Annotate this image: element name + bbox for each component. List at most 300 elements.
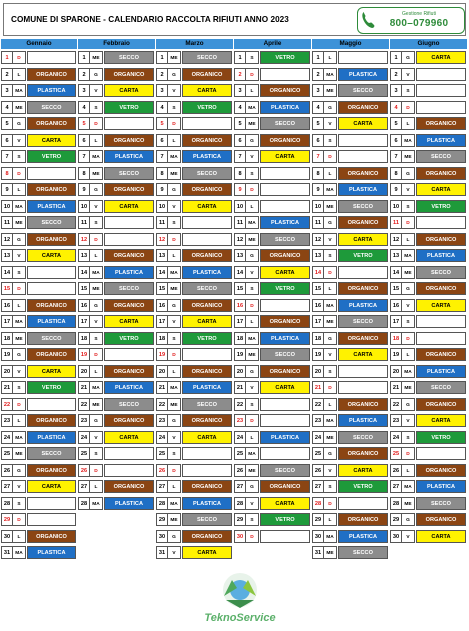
day-number: 7	[1, 150, 13, 163]
weekday: L	[324, 513, 337, 526]
day-number: 14	[312, 266, 324, 279]
weekday: L	[402, 117, 415, 130]
day-number: 6	[312, 134, 324, 147]
waste-type-label	[260, 530, 310, 543]
day-number: 9	[78, 183, 90, 196]
weekday: S	[402, 200, 415, 213]
weekday: S	[324, 249, 337, 262]
day-number: 6	[390, 134, 402, 147]
waste-type-label: PLASTICA	[182, 150, 232, 163]
weekday: L	[13, 414, 26, 427]
day-number: 24	[78, 431, 90, 444]
waste-type-label: ORGANICO	[416, 513, 466, 526]
hotline-number: 800–079960	[389, 18, 449, 29]
weekday: MA	[324, 183, 337, 196]
waste-type-label: ORGANICO	[416, 233, 466, 246]
weekday: D	[13, 51, 26, 64]
waste-type-label: CARTA	[182, 546, 232, 559]
day-row	[78, 132, 156, 149]
day-number: 9	[234, 183, 246, 196]
day-number: 16	[312, 299, 324, 312]
weekday: ME	[246, 464, 259, 477]
waste-type-label: ORGANICO	[260, 315, 310, 328]
day-row	[234, 66, 312, 83]
waste-type-label: PLASTICA	[104, 497, 154, 510]
day-number: 25	[1, 447, 13, 460]
waste-type-label: ORGANICO	[104, 134, 154, 147]
weekday: D	[90, 348, 103, 361]
waste-type-label: VETRO	[27, 150, 76, 163]
day-row	[156, 462, 234, 479]
day-row	[156, 231, 234, 248]
day-number: 14	[390, 266, 402, 279]
day-number: 22	[1, 398, 13, 411]
day-number: 4	[234, 101, 246, 114]
weekday: V	[324, 348, 337, 361]
weekday: MA	[13, 315, 26, 328]
waste-type-label: SECCO	[338, 84, 388, 97]
waste-type-label	[182, 216, 232, 229]
day-number: 28	[78, 497, 90, 510]
waste-type-label	[338, 134, 388, 147]
day-number: 5	[234, 117, 246, 130]
waste-type-label	[338, 497, 388, 510]
logo-name-a: Tekno	[204, 612, 237, 624]
weekday: S	[13, 150, 26, 163]
weekday: S	[402, 431, 415, 444]
day-number: 11	[390, 216, 402, 229]
day-row	[390, 478, 468, 495]
day-number: 24	[234, 431, 246, 444]
weekday: S	[13, 497, 26, 510]
day-number: 15	[390, 282, 402, 295]
weekday: G	[13, 464, 26, 477]
day-row	[156, 264, 234, 281]
weekday: D	[246, 68, 259, 81]
day-number: 16	[156, 299, 168, 312]
waste-type-label: SECCO	[27, 216, 76, 229]
weekday: ME	[168, 167, 181, 180]
day-number: 16	[1, 299, 13, 312]
day-row	[78, 396, 156, 413]
weekday: D	[324, 497, 337, 510]
day-number: 16	[78, 299, 90, 312]
weekday: ME	[90, 398, 103, 411]
day-number: 5	[1, 117, 13, 130]
day-row	[234, 412, 312, 429]
weekday: G	[402, 398, 415, 411]
day-row	[1, 181, 78, 198]
day-row	[390, 363, 468, 380]
day-row	[234, 132, 312, 149]
day-number: 23	[156, 414, 168, 427]
day-row	[1, 445, 78, 462]
day-row	[156, 181, 234, 198]
day-number: 8	[234, 167, 246, 180]
day-number: 1	[234, 51, 246, 64]
waste-type-label	[104, 117, 154, 130]
day-row	[1, 346, 78, 363]
day-row	[312, 198, 390, 215]
waste-type-label	[27, 282, 76, 295]
waste-type-label: PLASTICA	[182, 497, 232, 510]
day-number: 4	[156, 101, 168, 114]
day-number: 18	[234, 332, 246, 345]
waste-type-label: CARTA	[416, 183, 466, 196]
weekday: L	[13, 68, 26, 81]
day-number: 10	[156, 200, 168, 213]
waste-type-label: ORGANICO	[182, 183, 232, 196]
day-row	[312, 66, 390, 83]
waste-type-label	[182, 348, 232, 361]
day-number: 11	[234, 216, 246, 229]
waste-type-label: SECCO	[338, 431, 388, 444]
day-row	[1, 66, 78, 83]
weekday: S	[168, 332, 181, 345]
weekday: MA	[168, 266, 181, 279]
day-row	[156, 132, 234, 149]
day-number: 8	[390, 167, 402, 180]
day-number: 18	[312, 332, 324, 345]
day-number: 5	[390, 117, 402, 130]
weekday: MA	[402, 249, 415, 262]
day-row	[390, 231, 468, 248]
day-number: 16	[390, 299, 402, 312]
waste-type-label: SECCO	[416, 150, 466, 163]
day-number: 19	[78, 348, 90, 361]
waste-type-label	[338, 51, 388, 64]
waste-type-label: PLASTICA	[27, 315, 76, 328]
weekday: ME	[168, 282, 181, 295]
day-row	[312, 280, 390, 297]
day-row	[234, 346, 312, 363]
day-row	[234, 363, 312, 380]
day-row	[78, 231, 156, 248]
weekday: D	[402, 216, 415, 229]
day-row	[234, 231, 312, 248]
weekday: ME	[90, 282, 103, 295]
day-row	[312, 429, 390, 446]
waste-type-label: ORGANICO	[182, 299, 232, 312]
day-number: 7	[156, 150, 168, 163]
waste-type-label: CARTA	[338, 464, 388, 477]
day-number: 14	[78, 266, 90, 279]
day-row	[1, 82, 78, 99]
weekday: V	[168, 431, 181, 444]
weekday: MA	[13, 200, 26, 213]
day-number: 23	[1, 414, 13, 427]
day-row	[234, 198, 312, 215]
day-number: 3	[234, 84, 246, 97]
waste-type-label: ORGANICO	[104, 480, 154, 493]
day-number: 30	[1, 530, 13, 543]
day-number: 23	[390, 414, 402, 427]
waste-type-label: PLASTICA	[416, 249, 466, 262]
day-row	[390, 66, 468, 83]
day-number: 3	[390, 84, 402, 97]
day-number: 23	[312, 414, 324, 427]
day-row	[312, 148, 390, 165]
month-header-giugno: Giugno	[390, 39, 468, 49]
day-number: 20	[156, 365, 168, 378]
logo-wordmark	[190, 612, 290, 624]
day-row	[390, 511, 468, 528]
waste-type-label: ORGANICO	[27, 414, 76, 427]
weekday: G	[324, 101, 337, 114]
day-row	[156, 330, 234, 347]
waste-type-label	[338, 381, 388, 394]
weekday: ME	[324, 84, 337, 97]
day-row	[1, 412, 78, 429]
waste-type-label: ORGANICO	[27, 464, 76, 477]
day-row	[312, 445, 390, 462]
weekday: G	[168, 530, 181, 543]
day-number: 2	[1, 68, 13, 81]
day-number: 14	[156, 266, 168, 279]
day-row	[312, 495, 390, 512]
day-row	[156, 363, 234, 380]
day-number: 13	[156, 249, 168, 262]
waste-type-label: PLASTICA	[338, 68, 388, 81]
weekday: L	[13, 299, 26, 312]
day-row	[1, 247, 78, 264]
day-number: 26	[1, 464, 13, 477]
weekday: G	[402, 167, 415, 180]
day-row	[78, 363, 156, 380]
day-row	[234, 165, 312, 182]
day-row	[156, 478, 234, 495]
day-row	[312, 346, 390, 363]
waste-type-label	[182, 447, 232, 460]
day-number: 20	[78, 365, 90, 378]
day-row	[234, 511, 312, 528]
day-row	[78, 478, 156, 495]
waste-type-label: ORGANICO	[260, 249, 310, 262]
day-row	[234, 280, 312, 297]
weekday: ME	[90, 167, 103, 180]
weekday: G	[402, 282, 415, 295]
day-number: 21	[156, 381, 168, 394]
weekday: ME	[13, 447, 26, 460]
weekday: L	[324, 282, 337, 295]
weekday: V	[246, 150, 259, 163]
waste-type-label: VETRO	[27, 381, 76, 394]
waste-type-label	[104, 447, 154, 460]
waste-type-label: PLASTICA	[27, 200, 76, 213]
day-row	[78, 445, 156, 462]
day-number: 31	[156, 546, 168, 559]
day-row	[234, 49, 312, 66]
weekday: D	[13, 167, 26, 180]
day-row	[390, 247, 468, 264]
waste-type-label: PLASTICA	[182, 381, 232, 394]
day-number: 13	[78, 249, 90, 262]
weekday: ME	[324, 200, 337, 213]
waste-type-label: PLASTICA	[104, 266, 154, 279]
day-number: 27	[156, 480, 168, 493]
waste-type-label	[27, 51, 76, 64]
weekday: ME	[168, 513, 181, 526]
day-number: 27	[312, 480, 324, 493]
waste-type-label: PLASTICA	[338, 183, 388, 196]
day-row	[234, 445, 312, 462]
day-number: 4	[312, 101, 324, 114]
weekday: V	[324, 233, 337, 246]
waste-type-label: PLASTICA	[27, 84, 76, 97]
day-number: 20	[1, 365, 13, 378]
day-row	[234, 82, 312, 99]
waste-type-label	[104, 464, 154, 477]
weekday: ME	[324, 431, 337, 444]
day-row	[156, 346, 234, 363]
day-row	[312, 82, 390, 99]
waste-type-label: VETRO	[260, 513, 310, 526]
weekday: D	[13, 513, 26, 526]
day-row	[390, 528, 468, 545]
weekday: S	[246, 282, 259, 295]
waste-type-label	[182, 233, 232, 246]
day-number: 7	[390, 150, 402, 163]
waste-type-label	[416, 447, 466, 460]
day-number: 18	[78, 332, 90, 345]
day-row	[390, 82, 468, 99]
weekday: G	[168, 414, 181, 427]
day-row	[156, 445, 234, 462]
hotline-label: Gestione Rifiuti	[402, 11, 436, 17]
day-number: 16	[234, 299, 246, 312]
waste-type-label: ORGANICO	[104, 414, 154, 427]
day-number: 25	[78, 447, 90, 460]
day-row	[1, 511, 78, 528]
day-number: 29	[390, 513, 402, 526]
weekday: S	[402, 84, 415, 97]
weekday: S	[13, 266, 26, 279]
day-number: 19	[234, 348, 246, 361]
waste-type-label: ORGANICO	[27, 530, 76, 543]
weekday: V	[168, 84, 181, 97]
day-row	[390, 297, 468, 314]
weekday: V	[90, 315, 103, 328]
day-row	[390, 495, 468, 512]
waste-type-label: SECCO	[182, 513, 232, 526]
day-number: 29	[1, 513, 13, 526]
weekday: G	[402, 51, 415, 64]
day-row	[234, 264, 312, 281]
day-number: 17	[390, 315, 402, 328]
waste-type-label	[260, 200, 310, 213]
weekday: MA	[13, 84, 26, 97]
waste-type-label: SECCO	[260, 117, 310, 130]
day-row	[234, 528, 312, 545]
waste-type-label: CARTA	[27, 249, 76, 262]
day-row	[1, 544, 78, 561]
day-number: 5	[312, 117, 324, 130]
day-row	[390, 280, 468, 297]
day-row	[390, 99, 468, 116]
weekday: ME	[246, 117, 259, 130]
day-number: 9	[390, 183, 402, 196]
day-row	[390, 379, 468, 396]
day-row	[390, 115, 468, 132]
day-row	[78, 313, 156, 330]
waste-type-label	[338, 150, 388, 163]
weekday: S	[246, 398, 259, 411]
waste-type-label	[416, 68, 466, 81]
waste-type-label: VETRO	[338, 480, 388, 493]
weekday: D	[246, 414, 259, 427]
day-row	[156, 544, 234, 561]
weekday: D	[246, 183, 259, 196]
day-row	[78, 247, 156, 264]
weekday: L	[402, 348, 415, 361]
day-row	[1, 148, 78, 165]
day-row	[156, 429, 234, 446]
waste-type-label: ORGANICO	[27, 299, 76, 312]
day-row	[1, 462, 78, 479]
day-row	[156, 148, 234, 165]
weekday: ME	[246, 348, 259, 361]
waste-type-label: PLASTICA	[27, 431, 76, 444]
day-row	[1, 231, 78, 248]
waste-type-label: SECCO	[338, 546, 388, 559]
weekday: MA	[168, 497, 181, 510]
waste-type-label: ORGANICO	[27, 348, 76, 361]
weekday: D	[246, 299, 259, 312]
weekday: L	[90, 249, 103, 262]
weekday: V	[168, 200, 181, 213]
day-number: 28	[1, 497, 13, 510]
day-number: 25	[156, 447, 168, 460]
weekday: V	[90, 431, 103, 444]
day-number: 19	[1, 348, 13, 361]
waste-type-label	[338, 266, 388, 279]
day-row	[156, 511, 234, 528]
day-row	[312, 49, 390, 66]
weekday: D	[402, 101, 415, 114]
day-number: 6	[1, 134, 13, 147]
day-row	[78, 330, 156, 347]
day-row	[390, 214, 468, 231]
page-title: COMUNE DI SPARONE - CALENDARIO RACCOLTA RIFIUTI ANNO 2023	[11, 15, 289, 24]
day-number: 11	[1, 216, 13, 229]
day-row	[234, 297, 312, 314]
waste-type-label: PLASTICA	[260, 332, 310, 345]
day-row	[234, 478, 312, 495]
weekday: L	[168, 480, 181, 493]
waste-type-label: CARTA	[104, 431, 154, 444]
day-row	[156, 49, 234, 66]
day-number: 5	[78, 117, 90, 130]
day-row	[312, 544, 390, 561]
weekday: V	[168, 546, 181, 559]
day-row	[234, 379, 312, 396]
weekday: G	[246, 480, 259, 493]
day-number: 22	[234, 398, 246, 411]
day-row	[390, 346, 468, 363]
weekday: D	[90, 233, 103, 246]
day-number: 11	[156, 216, 168, 229]
weekday: V	[246, 266, 259, 279]
waste-type-label: ORGANICO	[104, 299, 154, 312]
day-number: 7	[78, 150, 90, 163]
waste-type-label: CARTA	[338, 233, 388, 246]
weekday: L	[246, 84, 259, 97]
weekday: MA	[90, 150, 103, 163]
waste-type-label: SECCO	[260, 348, 310, 361]
waste-type-label: ORGANICO	[27, 117, 76, 130]
day-row	[312, 247, 390, 264]
waste-type-label	[416, 216, 466, 229]
